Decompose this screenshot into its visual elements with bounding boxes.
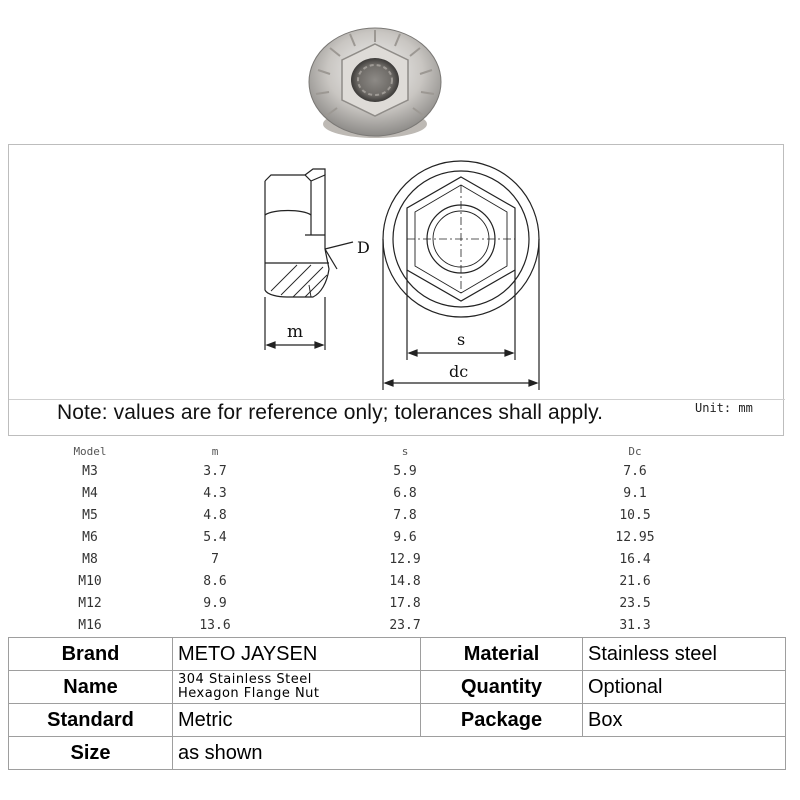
- info-row-standard: [9, 704, 786, 737]
- label-dc: dc: [449, 362, 469, 381]
- header-dc: Dc: [628, 444, 642, 458]
- cell-s: 14.8: [389, 573, 421, 589]
- cell-dc: 16.4: [619, 551, 651, 567]
- reference-note: Note: values are for reference only; tolerances shall apply.: [57, 401, 604, 424]
- cell-model: M12: [78, 595, 102, 611]
- header-model: Model: [73, 444, 107, 458]
- note-divider: [9, 399, 785, 400]
- standard-label: Standard: [9, 704, 173, 737]
- cell-model: M8: [82, 551, 98, 567]
- flange-nut-photo: [300, 4, 450, 144]
- name-value-line2: Hexagon Flange Nut: [178, 686, 320, 701]
- size-value: as shown: [173, 737, 786, 770]
- cell-dc: 31.3: [619, 617, 651, 633]
- brand-value: METO JAYSEN: [173, 638, 421, 671]
- technical-drawing: [9, 145, 785, 437]
- table-row: [60, 460, 760, 482]
- standard-value: Metric: [173, 704, 421, 737]
- cell-model: M16: [78, 617, 102, 633]
- info-row-size: [9, 737, 786, 770]
- cell-m: 13.6: [199, 617, 231, 633]
- quantity-label: Quantity: [421, 671, 583, 704]
- size-label: Size: [9, 737, 173, 770]
- table-row: [60, 482, 760, 504]
- package-label: Package: [421, 704, 583, 737]
- table-row: [60, 570, 760, 592]
- label-s: s: [457, 330, 466, 349]
- cell-s: 9.6: [393, 529, 417, 545]
- name-value: [173, 671, 421, 704]
- cell-m: 5.4: [203, 529, 227, 545]
- table-row: [60, 592, 760, 614]
- cell-m: 3.7: [203, 463, 227, 479]
- table-row: [60, 548, 760, 570]
- name-value-line1: 304 Stainless Steel: [178, 672, 312, 687]
- package-value: Box: [583, 704, 786, 737]
- cell-model: M3: [82, 463, 98, 479]
- brand-label: Brand: [9, 638, 173, 671]
- cell-s: 17.8: [389, 595, 421, 611]
- cell-dc: 12.95: [615, 529, 655, 545]
- info-row-brand: [9, 638, 786, 671]
- cell-m: 4.3: [203, 485, 227, 501]
- cell-s: 5.9: [393, 463, 417, 479]
- unit-label: Unit: mm: [695, 401, 753, 415]
- cell-s: 12.9: [389, 551, 421, 567]
- dimension-table-header: [60, 442, 760, 460]
- cell-model: M4: [82, 485, 98, 501]
- cell-dc: 9.1: [623, 485, 647, 501]
- table-row: [60, 504, 760, 526]
- cell-m: 7: [211, 551, 219, 567]
- cell-model: M10: [78, 573, 102, 589]
- cell-s: 6.8: [393, 485, 417, 501]
- material-value: Stainless steel: [583, 638, 786, 671]
- product-info-table: [8, 637, 786, 770]
- cell-s: 7.8: [393, 507, 417, 523]
- table-row: [60, 526, 760, 548]
- cell-m: 9.9: [203, 595, 227, 611]
- cell-dc: 23.5: [619, 595, 651, 611]
- dimension-table: [60, 442, 760, 636]
- name-label: Name: [9, 671, 173, 704]
- cell-dc: 10.5: [619, 507, 651, 523]
- table-row: [60, 614, 760, 636]
- cell-s: 23.7: [389, 617, 421, 633]
- material-label: Material: [421, 638, 583, 671]
- header-m: m: [211, 444, 219, 458]
- cell-m: 8.6: [203, 573, 227, 589]
- cell-m: 4.8: [203, 507, 227, 523]
- cell-model: M6: [82, 529, 98, 545]
- quantity-value: Optional: [583, 671, 786, 704]
- header-s: s: [401, 444, 409, 458]
- info-row-name: [9, 671, 786, 704]
- cell-dc: 7.6: [623, 463, 647, 479]
- technical-drawing-panel: [8, 144, 784, 436]
- cell-dc: 21.6: [619, 573, 651, 589]
- cell-model: M5: [82, 507, 98, 523]
- label-m: m: [287, 322, 304, 342]
- label-D: D: [357, 238, 370, 257]
